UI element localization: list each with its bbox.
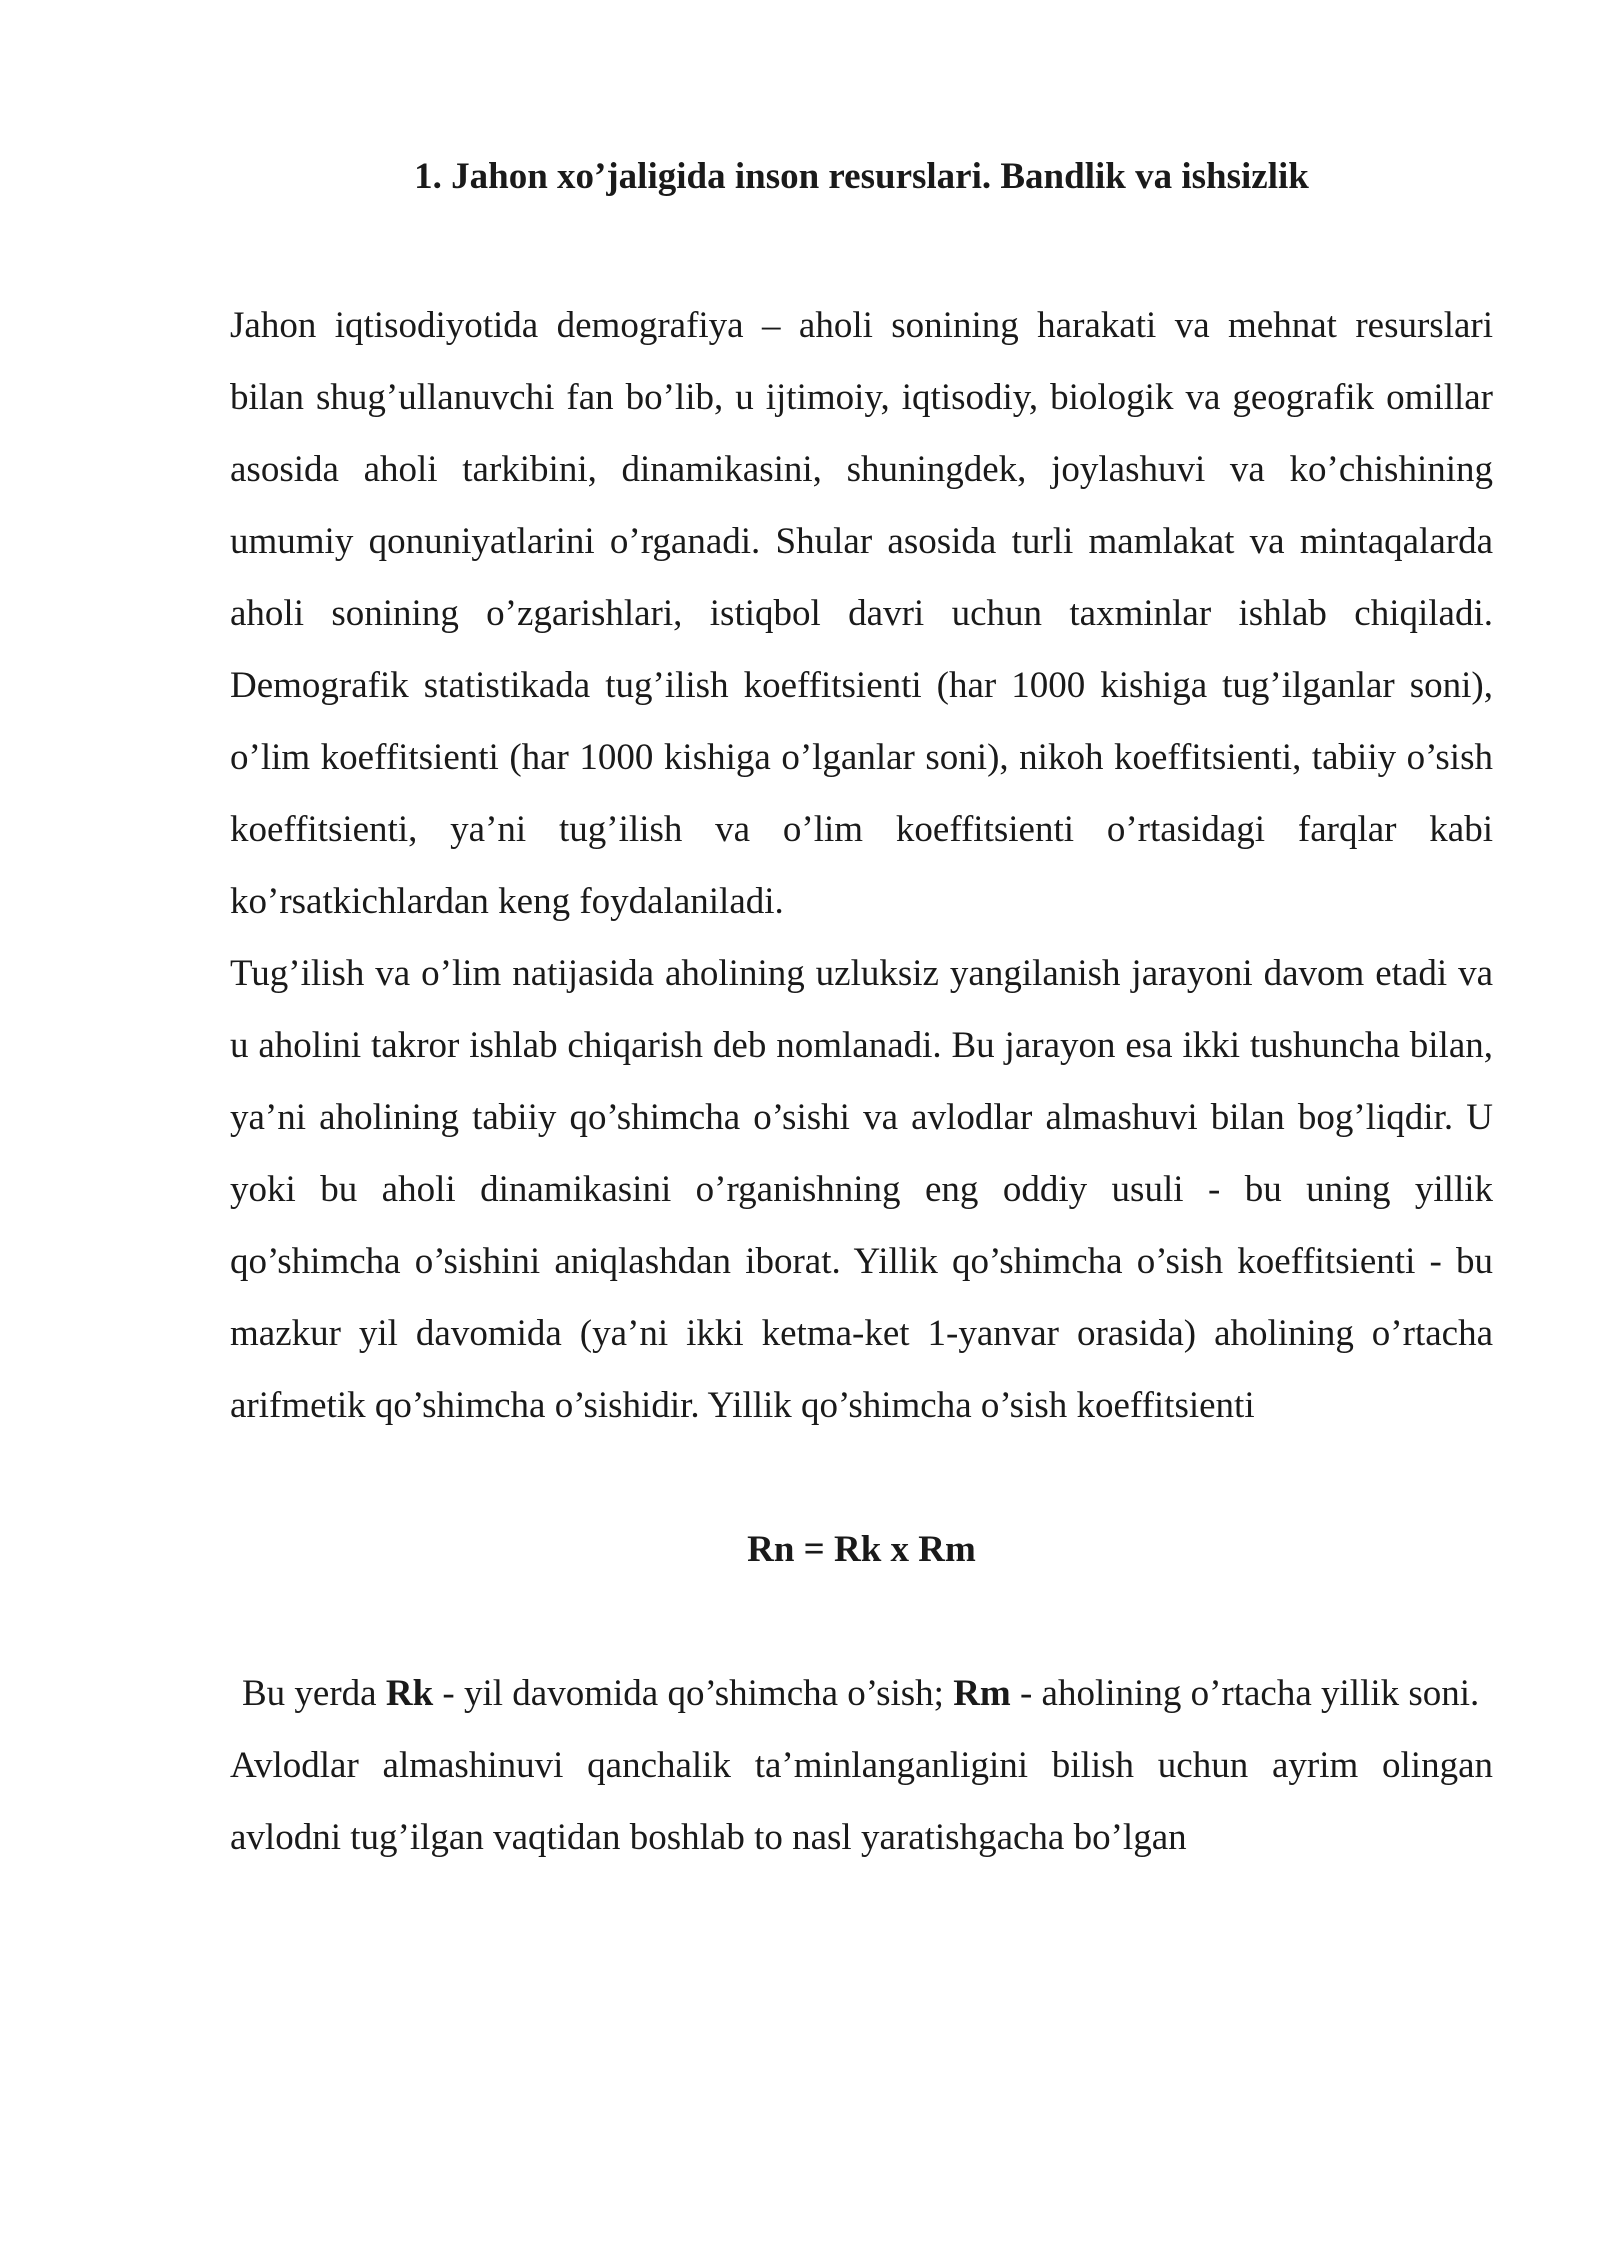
paragraph-generations: Avlodlar almashinuvi qanchalik ta’minlanganligini bilish uchun ayrim olingan avlodni tug’ilgan vaqtidan boshlab to nasl yaratishgacha bo’lgan — [230, 1745, 1493, 1858]
paragraph-reproduction: Tug’ilish va o’lim natijasida aholining uzluksiz yangilanish jarayoni davom etadi va u aholini takror ishlab chiqarish deb nomlanadi. Bu jarayon esa ikki tushuncha bilan, ya’ni aholining tabiiy qo’shimcha o’sishi va avlodlar almashuvi bilan bog’liqdir. U yoki bu aholi dinamikasini o’rganishning eng oddiy usuli - bu uning yillik qo’shimcha o’sishini aniqlashdan iborat. Yillik qo’shimcha o’sish koeffitsienti - bu mazkur yil davomida (ya’ni ikki ketma-ket 1-yanvar orasida) aholining o’rtacha arifmetik qo’shimcha o’sishidir. Yillik qo’shimcha o’sish koeffitsienti — [230, 953, 1493, 1426]
explanation-prefix: Bu yerda — [242, 1673, 386, 1714]
section-title: 1. Jahon xo’jaligida inson resurslari. Bandlik va ishsizlik — [414, 156, 1309, 197]
term-rm: Rm — [953, 1673, 1011, 1714]
explanation-rm: - aholining o’rtacha yillik soni. — [1010, 1673, 1480, 1714]
paragraph-demography: Jahon iqtisodiyotida demografiya – aholi sonining harakati va mehnat resurslari bilan shug’ullanuvchi fan bo’lib, u ijtimoiy, iqtisodiy, biologik va geografik omillar asosida aholi tarkibini, dinamikasini, shuningdek, joylashuvi va ko’chishining umumiy qonuniyatlarini o’rganadi. Shular asosida turli mamlakat va mintaqalarda aholi sonining o’zgarishlari, istiqbol davri uchun taxminlar ishlab chiqiladi. Demografik statistikada tug’ilish koeffitsienti (har 1000 kishiga tug’ilganlar soni), o’lim koeffitsienti (har 1000 kishiga o’lganlar soni), nikoh koeffitsienti, tabiiy o’sish koeffitsienti, ya’ni tug’ilish va o’lim koeffitsienti o’rtasidagi farqlar kabi ko’rsatkichlardan keng foydalaniladi. — [230, 305, 1493, 922]
formula: Rn = Rk x Rm — [747, 1529, 976, 1570]
term-rk: Rk — [385, 1673, 434, 1714]
body-text — [230, 290, 1493, 1874]
explanation-rk: - yil davomida qo’shimcha o’sish; — [433, 1673, 954, 1714]
paragraph-formula-explanation — [230, 1658, 1493, 1730]
